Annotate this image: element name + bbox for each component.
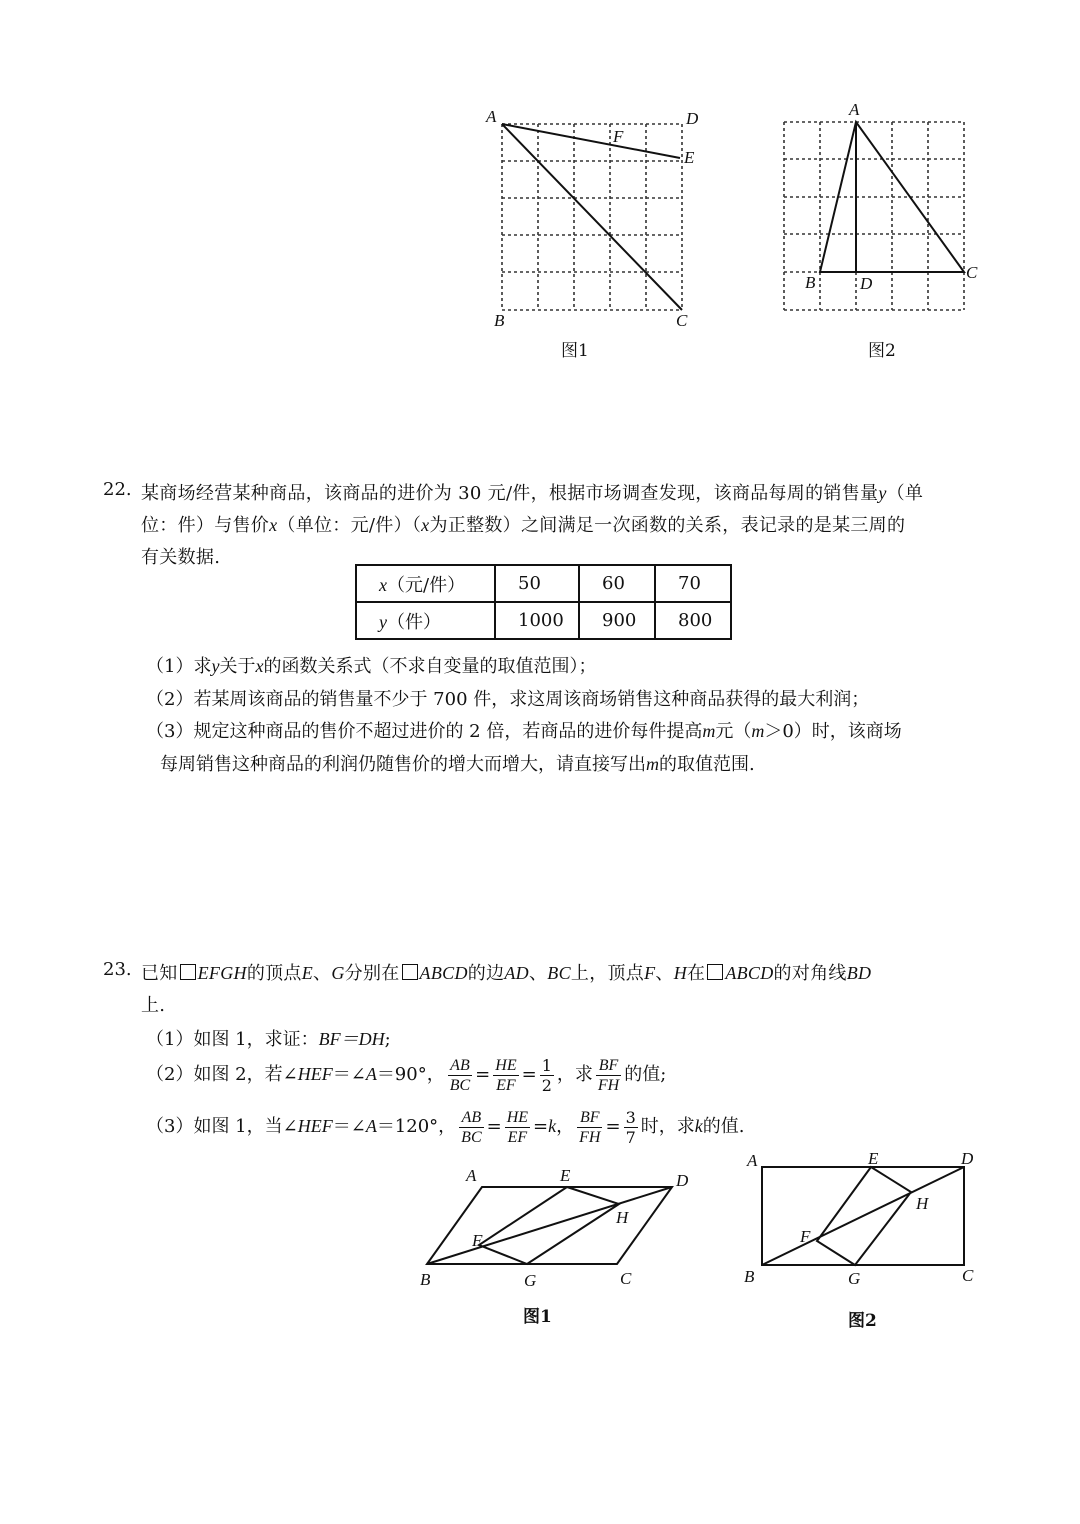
question-22-line-2: 位：件）与售价x（单位：元/件）（x为正整数）之间满足一次函数的关系，表记录的是某三周的 xyxy=(141,515,906,536)
label-G: G xyxy=(524,1271,537,1290)
label-D: D xyxy=(961,1149,974,1168)
label-C: C xyxy=(966,263,978,282)
question-22-line-1: 某商场经营某种商品，该商品的进价为 30 元/件，根据市场调查发现，该商品每周的销售量y（单 xyxy=(141,483,924,504)
label-A: A xyxy=(486,107,497,126)
question-23-line-1: 已知 EFGH的顶点E、G分别在 ABCD的边AD、BC上，顶点F、H在 ABCD的对角线BD xyxy=(141,963,872,984)
data-table xyxy=(355,564,732,640)
table-cell: 1000 xyxy=(495,602,579,639)
label-H: H xyxy=(916,1194,929,1213)
label-G: G xyxy=(848,1269,861,1288)
table-row-x xyxy=(356,565,731,602)
fraction-ab-bc: $\frac{AB}{BC}$ xyxy=(449,1056,471,1094)
label-C: C xyxy=(676,311,688,330)
question-23-part-3: （3）如图 1，当∠HEF＝∠A＝120°， $\frac{AB}{BC}$ = $\frac{HE}{EF}$ =k， $\frac{BF}{FH}$ = $\frac{3}{7}$ 时，求k的值. xyxy=(146,1107,745,1147)
parallelogram-symbol xyxy=(402,964,418,980)
parallelogram-symbol xyxy=(707,964,723,980)
label-E: E xyxy=(560,1166,571,1185)
table-cell: 50 xyxy=(495,565,579,602)
question-23-part-1: （1）如图 1，求证：BF＝DH; xyxy=(146,1029,391,1050)
figure-lines xyxy=(502,124,682,310)
fraction-bf-fh: $\frac{BF}{FH}$ xyxy=(597,1056,620,1094)
table-cell: 60 xyxy=(579,565,655,602)
label-B: B xyxy=(494,311,505,330)
table-cell: 900 xyxy=(579,602,655,639)
label-F: F xyxy=(613,127,624,146)
table-head-y: y（件） xyxy=(356,602,495,639)
table-cell: 70 xyxy=(655,565,731,602)
label-A: A xyxy=(466,1166,477,1185)
top-figure-1-caption: 图1 xyxy=(561,341,589,361)
top-figure-2 xyxy=(770,100,990,330)
bottom-figure-2 xyxy=(740,1145,990,1295)
label-D: D xyxy=(860,274,873,293)
label-B: B xyxy=(744,1267,755,1286)
fraction-ab-bc: $\frac{AB}{BC}$ xyxy=(461,1108,482,1146)
fraction-three-sevenths: $\frac{3}{7}$ xyxy=(625,1107,636,1147)
top-figure-2-caption: 图2 xyxy=(868,341,896,361)
question-22-line-3: 有关数据. xyxy=(141,547,221,568)
question-23-part-2: （2）如图 2，若∠HEF＝∠A＝90°， $\frac{AB}{BC}$ = $\frac{HE}{EF}$ = $\frac{1}{2}$ ，求 $\frac{BF}{FH}$ 的值; xyxy=(146,1055,667,1095)
question-23-number: 23. xyxy=(103,959,132,980)
top-figure-1 xyxy=(480,100,710,340)
bottom-figure-2-caption: 图2 xyxy=(848,1311,877,1331)
parallelogram-symbol xyxy=(180,964,196,980)
label-C: C xyxy=(620,1269,632,1288)
label-A: A xyxy=(849,100,860,119)
label-A: A xyxy=(747,1151,758,1170)
label-E: E xyxy=(684,148,695,167)
question-22-part-1: （1）求y关于x的函数关系式（不求自变量的取值范围）； xyxy=(146,656,597,677)
fraction-one-half: $\frac{1}{2}$ xyxy=(541,1055,552,1095)
question-22-part-3: （3）规定这种商品的售价不超过进价的 2 倍，若商品的进价每件提高m元（m＞0）时，该商场 xyxy=(146,721,902,742)
label-B: B xyxy=(420,1270,431,1289)
table-row-y xyxy=(356,602,731,639)
question-22-number: 22. xyxy=(103,479,132,500)
label-F: F xyxy=(800,1227,811,1246)
question-22-part-3-line-2: 每周销售这种商品的利润仍随售价的增大而增大，请直接写出m的取值范围. xyxy=(160,754,755,775)
label-H: H xyxy=(616,1208,629,1227)
table-head-x: x（元/件） xyxy=(356,565,495,602)
label-F: F xyxy=(472,1231,483,1250)
figure-lines xyxy=(427,1187,672,1264)
label-B: B xyxy=(805,273,816,292)
label-C: C xyxy=(962,1266,974,1285)
fraction-bf-fh: $\frac{BF}{FH}$ xyxy=(579,1108,601,1146)
label-E: E xyxy=(868,1149,879,1168)
label-D: D xyxy=(676,1171,689,1190)
fraction-he-ef: $\frac{HE}{EF}$ xyxy=(495,1056,517,1094)
question-23-line-2: 上. xyxy=(141,995,166,1016)
table-cell: 800 xyxy=(655,602,731,639)
question-22-part-2: （2）若某周该商品的销售量不少于 700 件，求这周该商场销售这种商品获得的最大利润； xyxy=(146,689,870,710)
fraction-he-ef: $\frac{HE}{EF}$ xyxy=(506,1108,529,1146)
bottom-figure-1 xyxy=(410,1160,700,1300)
label-D: D xyxy=(686,109,699,128)
figure-lines xyxy=(762,1167,964,1265)
bottom-figure-1-caption: 图1 xyxy=(523,1307,552,1327)
